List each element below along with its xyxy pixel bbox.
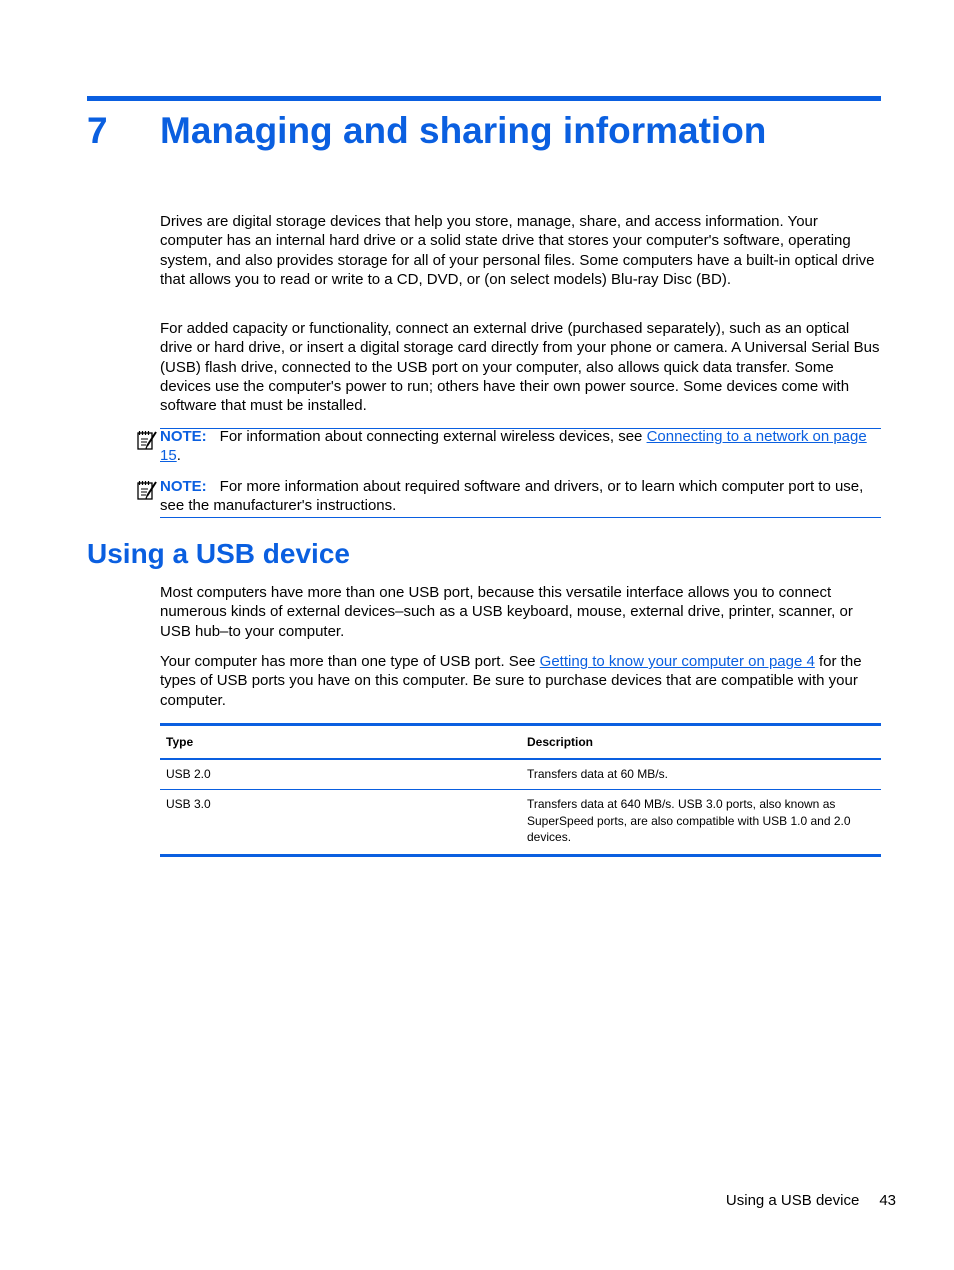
note-1-text bbox=[160, 427, 881, 466]
usb-paragraph-2-trailing: for the types of USB ports you have on this computer. Be sure to purchase devices that are compatible with your computer. bbox=[160, 653, 862, 709]
chapter-rule bbox=[87, 96, 881, 101]
chapter-title: Managing and sharing information bbox=[160, 110, 767, 151]
note-2-text bbox=[160, 477, 881, 516]
table-row bbox=[160, 790, 881, 856]
note-rule-bottom bbox=[160, 517, 881, 518]
table-row bbox=[160, 759, 881, 790]
table-header-description: Description bbox=[521, 725, 881, 759]
chapter-heading bbox=[87, 106, 881, 156]
note-2-body: For more information about required software and drivers, or to learn which computer port to use, see the manufacturer's instructions. bbox=[160, 478, 864, 515]
table-cell-type: USB 3.0 bbox=[160, 790, 521, 856]
page-footer bbox=[600, 1191, 896, 1211]
table-cell-description: Transfers data at 640 MB/s. USB 3.0 ports, also known as SuperSpeed ports, are also compatible with USB 1.0 and 2.0 devices. bbox=[521, 790, 881, 856]
intro-paragraph-1: Drives are digital storage devices that help you store, manage, share, and access information. Your computer has an internal hard drive or a solid state drive that stores your computer's software, operating system, and also provides storage for all of your personal files. Some computers have a built-in optical drive that allows you to read or write to a CD, DVD, or (on select models) Blu-ray Disc (BD). bbox=[160, 213, 875, 288]
usb-paragraph-2-lead: Your computer has more than one type of USB port. See bbox=[160, 653, 540, 670]
table-cell-description: Transfers data at 60 MB/s. bbox=[521, 759, 881, 790]
footer-running-title: Using a USB device bbox=[725, 1192, 860, 1209]
note-pad-icon bbox=[136, 429, 158, 451]
note-label: NOTE: bbox=[160, 428, 207, 445]
chapter-number: 7 bbox=[87, 110, 108, 151]
table-header-row bbox=[160, 725, 881, 759]
table-cell-type: USB 2.0 bbox=[160, 759, 521, 790]
section-heading: Using a USB device bbox=[87, 538, 350, 569]
note-pad-icon bbox=[136, 479, 158, 501]
usb-paragraph-1: Most computers have more than one USB port, because this versatile interface allows you to connect numerous kinds of external devices–such as a USB keyboard, mouse, external drive, printer, scanner, or USB hub–to your computer. bbox=[160, 584, 853, 640]
getting-to-know-computer-link[interactable]: Getting to know your computer on page 4 bbox=[539, 653, 815, 670]
intro-paragraph-2: For added capacity or functionality, connect an external drive (purchased separately), such as an optical drive or hard drive, or insert a digital storage card directly from your phone or camera. A Universal Serial Bus (USB) flash drive, connected to the USB port on your computer, also allows quick data transfer. Some devices use the computer's power to run; others have their own power source. Some devices come with software that must be installed. bbox=[160, 320, 880, 415]
usb-port-table bbox=[160, 723, 881, 857]
footer-page-number: 43 bbox=[879, 1192, 896, 1209]
usb-paragraph-2 bbox=[160, 652, 881, 710]
table-header-type: Type bbox=[160, 725, 521, 759]
note-1-trailing: . bbox=[176, 447, 181, 465]
connecting-to-network-link[interactable]: Connecting to a network on page 15 bbox=[160, 428, 867, 465]
note-label: NOTE: bbox=[160, 478, 207, 495]
note-1-body: For information about connecting external wireless devices, see bbox=[219, 428, 647, 445]
